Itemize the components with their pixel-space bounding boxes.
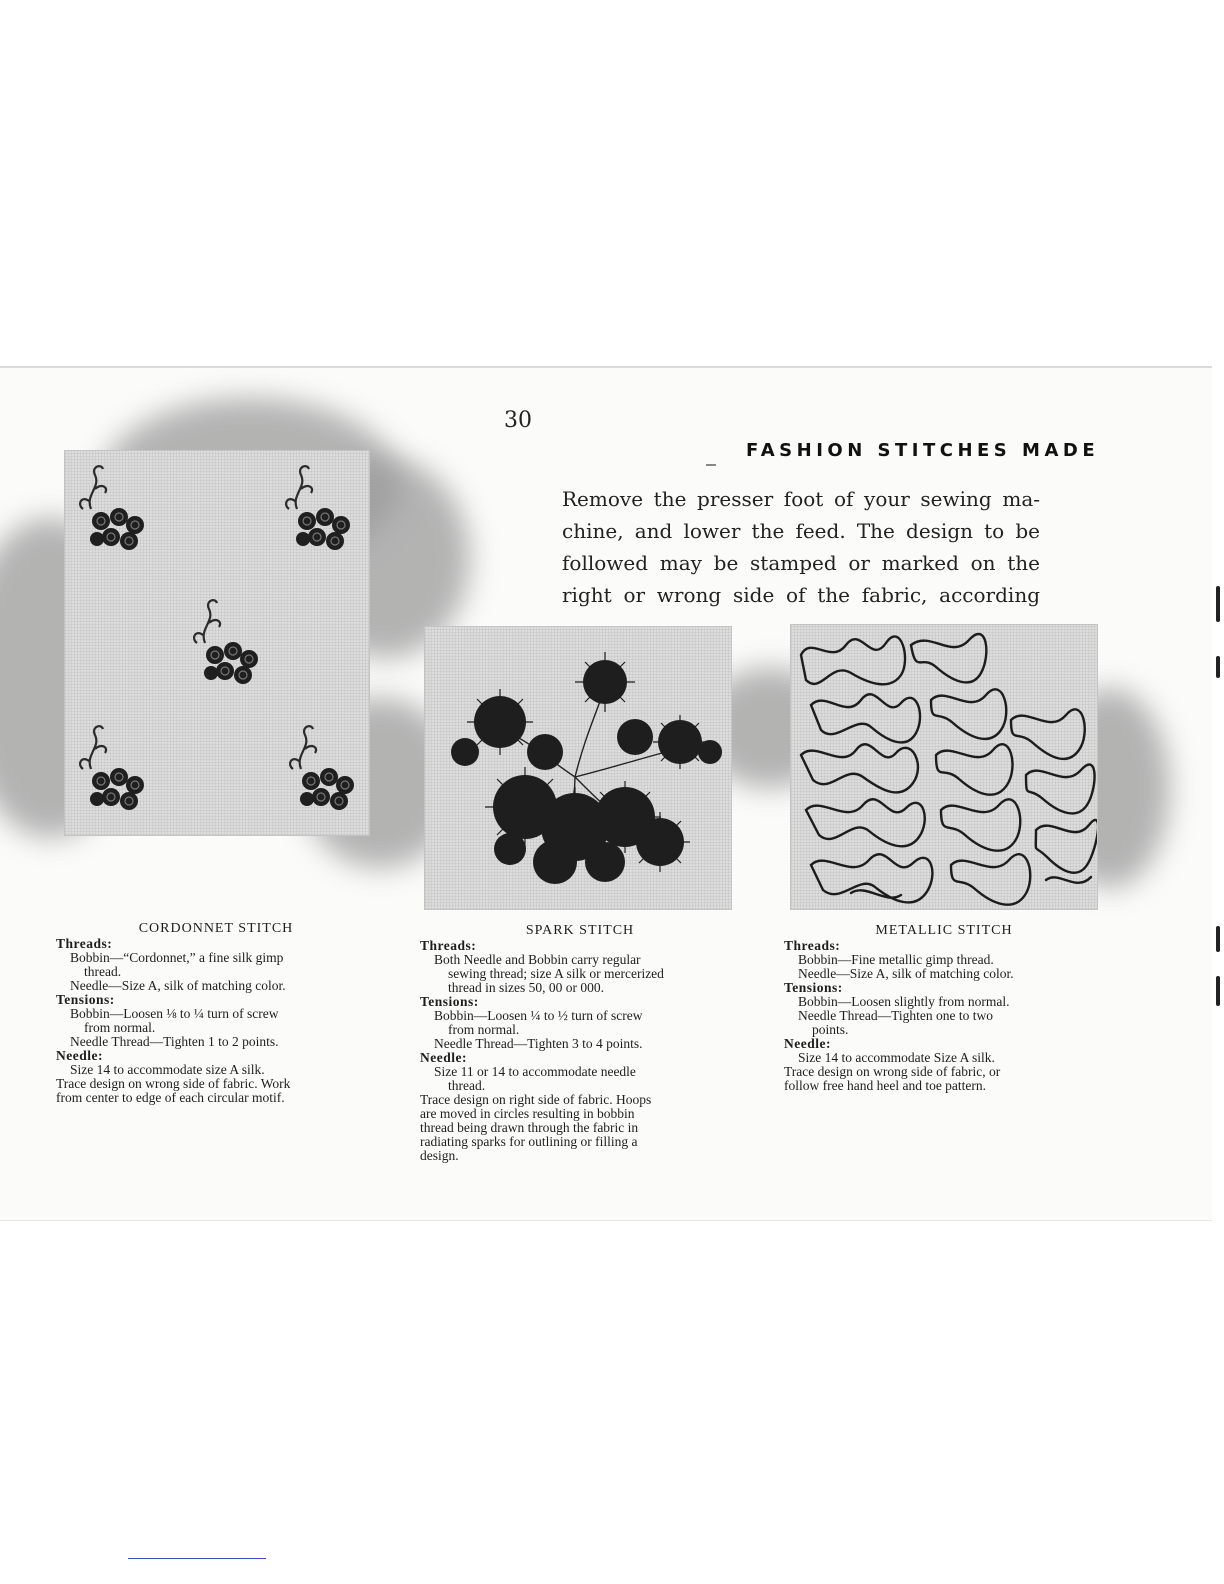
- threads-line: Needle—Size A, silk of matching color.: [70, 978, 286, 993]
- needle-heading: Needle:: [420, 1050, 467, 1065]
- tensions-line: Needle Thread—Tighten one to two: [798, 1008, 993, 1023]
- cordonnet-motif: [80, 466, 144, 550]
- intro-line: followed may be stamped or marked on the: [562, 551, 1040, 575]
- threads-line: Both Needle and Bobbin carry regular: [434, 952, 641, 967]
- spark-stitch-photo: [424, 626, 732, 910]
- threads-line: thread in sizes 50, 00 or 000.: [448, 980, 604, 995]
- cordonnet-stitch-photo: [64, 450, 370, 836]
- spark-clusters: [451, 660, 722, 884]
- intro-line: right or wrong side of the fabric, according: [562, 583, 1040, 607]
- threads-line: Bobbin—Fine metallic gimp thread.: [798, 952, 994, 967]
- tensions-line: from normal.: [84, 1020, 156, 1035]
- intro-paragraph: [562, 483, 1040, 611]
- threads-line: sewing thread; size A silk or mercerized: [448, 966, 664, 981]
- tensions-line: Bobbin—Loosen ⅛ to ¼ turn of screw: [70, 1006, 279, 1021]
- metallic-stitch-photo: [790, 624, 1098, 910]
- cordonnet-motif: [80, 726, 144, 810]
- binding-mark: [1216, 926, 1220, 952]
- tensions-line: points.: [812, 1022, 849, 1037]
- spark-stitch-caption: [420, 924, 740, 1163]
- binding-mark: [1216, 976, 1220, 1006]
- notes-line: Trace design on wrong side of fabric, or: [784, 1064, 1001, 1079]
- header-dash: [706, 464, 716, 466]
- threads-line: thread.: [84, 964, 122, 979]
- tensions-heading: Tensions:: [784, 980, 843, 995]
- tensions-line: Needle Thread—Tighten 1 to 2 points.: [70, 1034, 279, 1049]
- bottom-rule: [128, 1558, 266, 1559]
- stitch-title: CORDONNET STITCH: [138, 921, 294, 936]
- threads-line: Needle—Size A, silk of matching color.: [798, 966, 1014, 981]
- vermicelli-pattern: [801, 634, 1097, 905]
- tensions-heading: Tensions:: [56, 992, 115, 1007]
- tensions-line: Bobbin—Loosen ¼ to ½ turn of screw: [434, 1008, 643, 1023]
- needle-heading: Needle:: [784, 1036, 831, 1051]
- stitch-title: SPARK STITCH: [525, 923, 635, 938]
- needle-line: thread.: [448, 1078, 486, 1093]
- page-binding-edge: [1212, 366, 1224, 1218]
- notes-line: follow free hand heel and toe pattern.: [784, 1078, 987, 1093]
- notes-line: Trace design on right side of fabric. Hoops: [420, 1092, 652, 1107]
- needle-line: Size 14 to accommodate Size A silk.: [798, 1050, 995, 1065]
- needle-line: Size 14 to accommodate size A silk.: [70, 1062, 265, 1077]
- metallic-stitch-illustration: [791, 625, 1097, 909]
- section-title: FASHION STITCHES MADE: [746, 440, 1100, 461]
- needle-line: Size 11 or 14 to accommodate needle: [434, 1064, 636, 1079]
- tensions-heading: Tensions:: [420, 994, 479, 1009]
- cordonnet-motif: [290, 726, 354, 810]
- metallic-stitch-caption: [784, 924, 1104, 1093]
- binding-mark: [1216, 656, 1220, 678]
- threads-heading: Threads:: [420, 938, 477, 953]
- cordonnet-motif: [286, 466, 350, 550]
- tensions-line: Needle Thread—Tighten 3 to 4 points.: [434, 1036, 643, 1051]
- needle-heading: Needle:: [56, 1048, 103, 1063]
- threads-heading: Threads:: [784, 938, 841, 953]
- cordonnet-motif: [194, 600, 258, 684]
- intro-line: Remove the presser foot of your sewing ma-: [562, 487, 1040, 511]
- notes-line: from center to edge of each circular motif.: [56, 1090, 285, 1105]
- page-number: 30: [504, 408, 532, 433]
- notes-line: radiating sparks for outlining or filling a: [420, 1134, 638, 1149]
- binding-mark: [1216, 586, 1220, 622]
- threads-heading: Threads:: [56, 936, 113, 951]
- threads-line: Bobbin—“Cordonnet,” a fine silk gimp: [70, 950, 284, 965]
- stitch-title: METALLIC STITCH: [875, 923, 1013, 938]
- tensions-line: from normal.: [448, 1022, 520, 1037]
- notes-line: design.: [420, 1148, 459, 1163]
- notes-line: are moved in circles resulting in bobbin: [420, 1106, 635, 1121]
- cordonnet-motifs-illustration: [65, 451, 369, 835]
- book-page: [0, 366, 1212, 1221]
- notes-line: thread being drawn through the fabric in: [420, 1120, 639, 1135]
- intro-line: chine, and lower the feed. The design to be: [562, 519, 1040, 543]
- tensions-line: Bobbin—Loosen slightly from normal.: [798, 994, 1010, 1009]
- cordonnet-stitch-caption: [56, 922, 376, 1105]
- spark-stitch-illustration: [425, 627, 731, 909]
- notes-line: Trace design on wrong side of fabric. Work: [56, 1076, 291, 1091]
